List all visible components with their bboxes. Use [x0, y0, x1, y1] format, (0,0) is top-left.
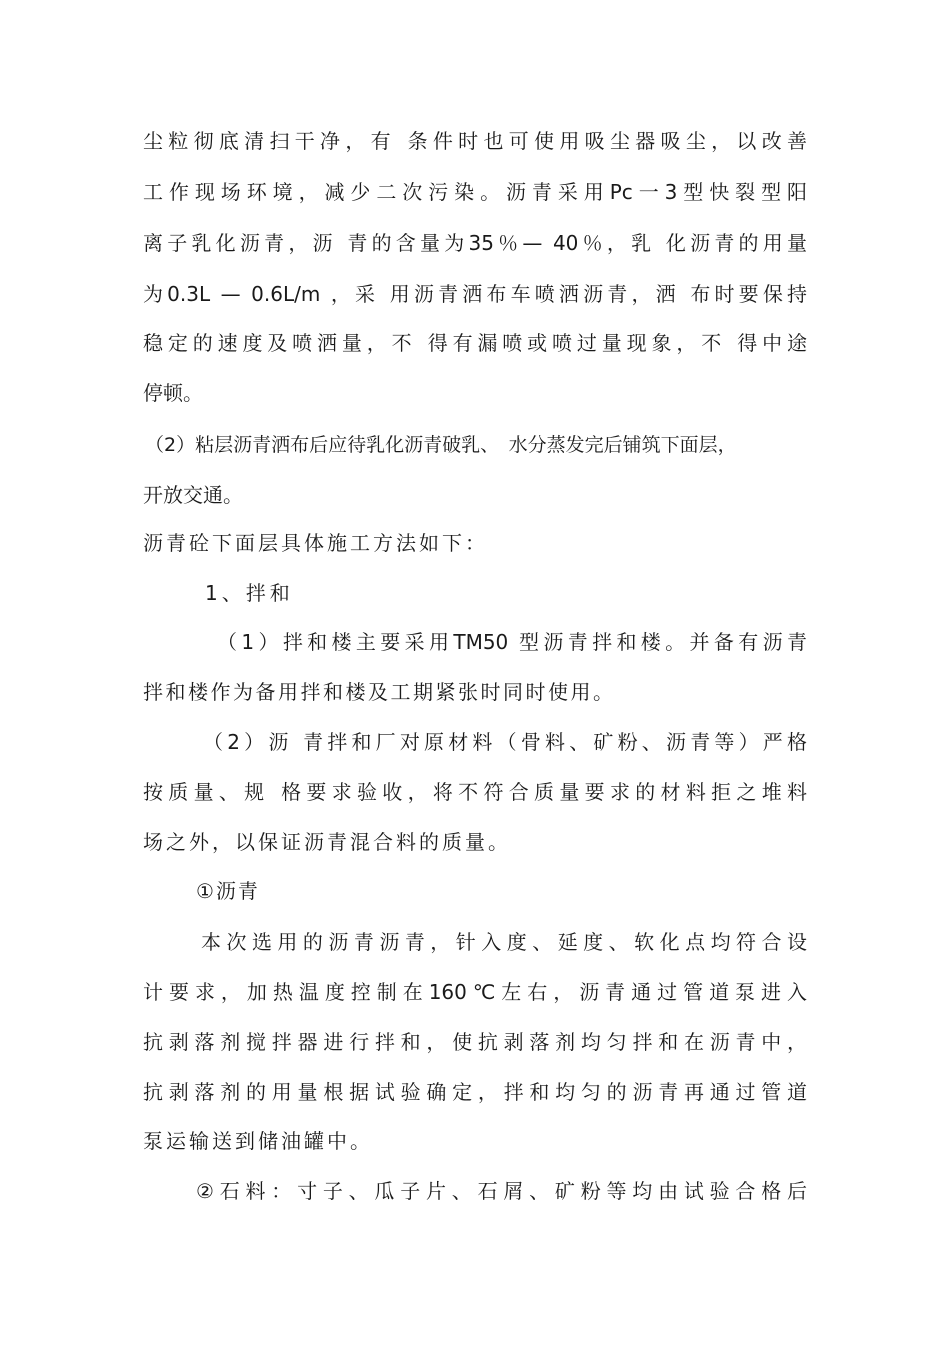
heading-mixing: 1、拌和: [205, 581, 294, 605]
text-line-14: 按质量、规 格要求验收，将不符合质量要求的材料拒之堆料: [143, 780, 807, 804]
text-line-1: 尘粒彻底清扫干净，有 条件时也可使用吸尘器吸尘，以改善: [143, 129, 807, 153]
text-line-11: （1）拌和楼主要采用TM50 型沥青拌和楼。并备有沥青: [217, 630, 807, 654]
text-line-5: 稳定的速度及喷洒量，不 得有漏喷或喷过量现象，不 得中途: [143, 331, 807, 355]
text-line-3: 离子乳化沥青，沥 青的含量为35％— 40％，乳 化沥青的用量: [143, 231, 807, 255]
text-line-6: 停顿。: [143, 381, 203, 405]
text-line-7: （2）粘层沥青洒布后应待乳化沥青破乳、 水分蒸发完后铺筑下面层，: [145, 434, 737, 456]
text-line-21: 泵运输送到储油罐中。: [143, 1129, 373, 1153]
text-line-17: 本次选用的沥青沥青，针入度、延度、软化点均符合设: [201, 930, 807, 954]
text-line-13: （2）沥 青拌和厂对原材料（骨料、矿粉、沥青等）严格: [203, 730, 807, 754]
text-line-12: 拌和楼作为备用拌和楼及工期紧张时同时使用。: [143, 680, 616, 704]
text-line-9: 沥青砼下面层具体施工方法如下：: [143, 531, 488, 555]
text-line-8: 开放交通。: [143, 483, 243, 507]
text-line-22: ②石料：寸子、瓜子片、石屑、矿粉等均由试验合格后: [196, 1179, 807, 1203]
text-line-20: 抗剥落剂的用量根据试验确定，拌和均匀的沥青再通过管道: [143, 1080, 807, 1104]
text-line-18: 计要求，加热温度控制在160℃左右，沥青通过管道泵进入: [143, 980, 807, 1004]
text-line-15: 场之外，以保证沥青混合料的质量。: [143, 830, 511, 854]
text-line-19: 抗剥落剂搅拌器进行拌和，使抗剥落剂均匀拌和在沥青中，: [143, 1030, 807, 1054]
text-line-2: 工作现场环境，减少二次污染。沥青采用Pc一3型快裂型阳: [143, 180, 807, 204]
text-line-4: 为0.3L — 0.6L/m ，采 用沥青洒布车喷洒沥青，洒 布时要保持: [143, 282, 807, 306]
subheading-asphalt: ①沥青: [196, 879, 260, 903]
